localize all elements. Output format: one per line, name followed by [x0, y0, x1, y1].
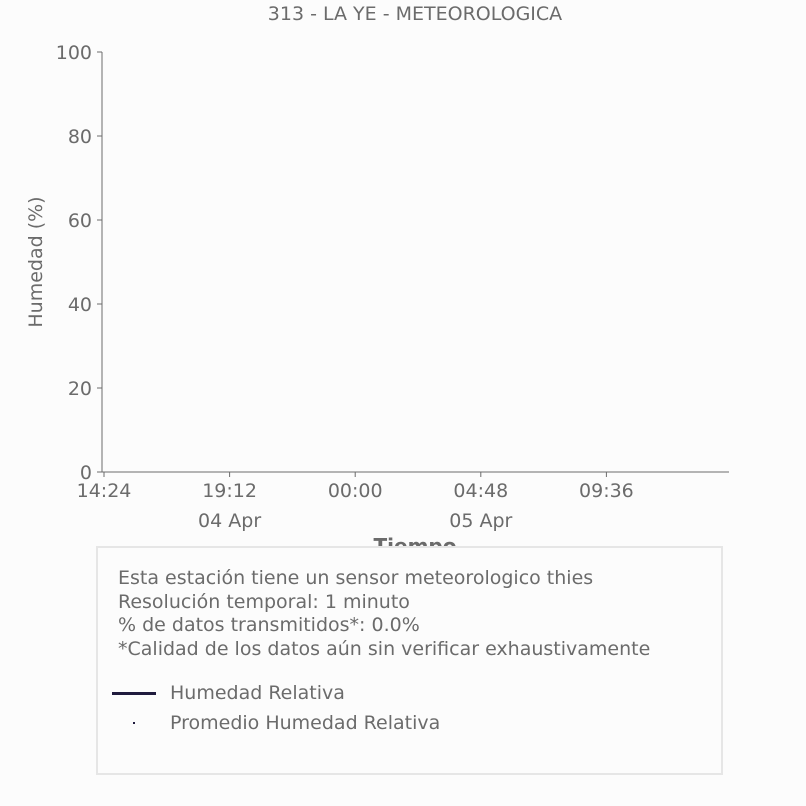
y-axis-title: Humedad (%) [25, 196, 47, 328]
x-tick-label: 14:24 [76, 480, 132, 502]
resolution-text: Resolución temporal: 1 minuto [118, 590, 410, 613]
x-tick-label: 19:12 [202, 480, 257, 502]
legend-label: Promedio Humedad Relativa [170, 712, 441, 734]
dot-swatch-icon [112, 711, 156, 735]
x-tick-label: 00:00 [327, 480, 383, 502]
x-tick-label: 09:36 [579, 480, 634, 502]
y-axis-ticks [56, 42, 102, 484]
x-tick-label: 04:48 [453, 480, 509, 502]
legend-item-humedad-relativa [112, 681, 712, 705]
station-info [118, 567, 650, 661]
x-axis-ticks [77, 472, 634, 532]
chart-title: 313 - LA YE - METEOROLOGICA [267, 3, 563, 25]
x-tick-date-label: 04 Apr [198, 510, 262, 532]
transmitted-data-text: % de datos transmitidos*: 0.0% [118, 614, 420, 636]
y-tick-label: 100 [55, 42, 92, 64]
legend-label: Humedad Relativa [170, 682, 345, 704]
x-tick-date-label: 05 Apr [449, 510, 513, 532]
y-tick-label: 20 [67, 378, 92, 400]
station-sensor-text: Esta estación tiene un sensor meteorologico thies [118, 567, 594, 589]
y-tick-label: 60 [67, 210, 92, 232]
quality-note-text: *Calidad de los datos aún sin verificar exhaustivamente [118, 637, 651, 660]
legend-item-promedio-humedad-relativa [112, 711, 712, 735]
y-tick-label: 0 [79, 462, 92, 484]
info-box [96, 546, 723, 775]
y-tick-label: 80 [67, 126, 92, 148]
y-tick-label: 40 [67, 294, 92, 316]
line-swatch-icon [112, 681, 156, 705]
